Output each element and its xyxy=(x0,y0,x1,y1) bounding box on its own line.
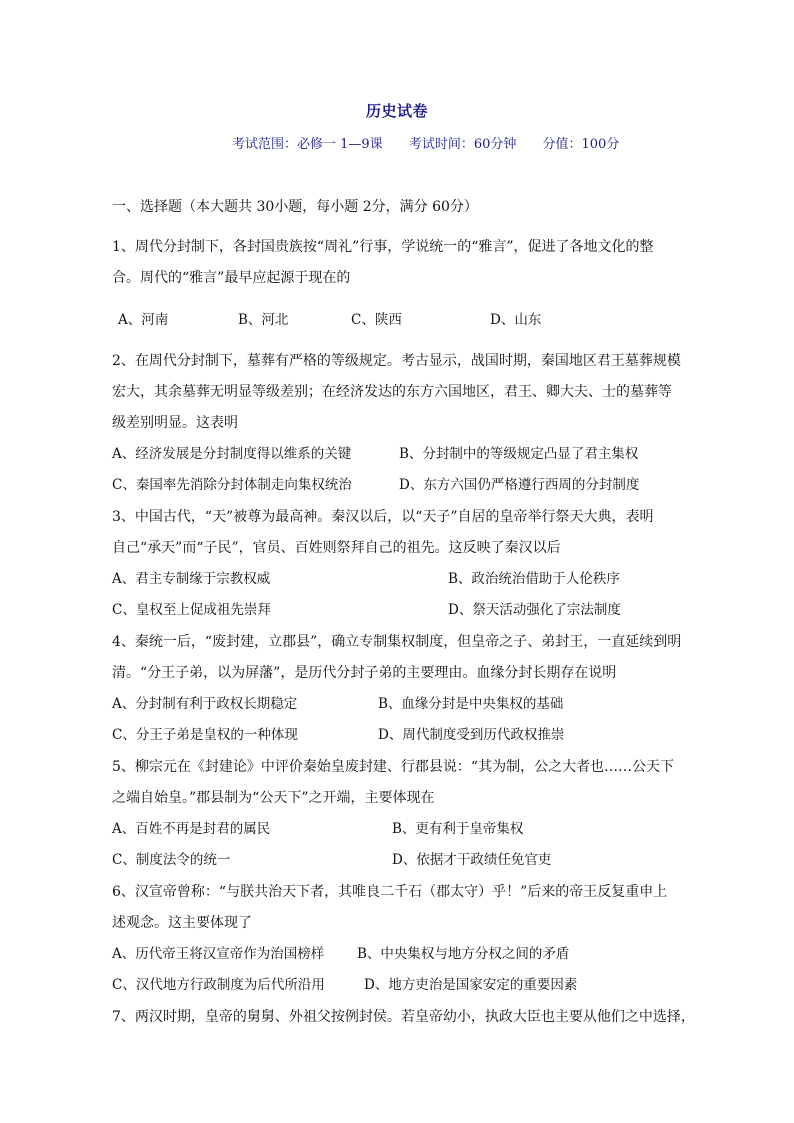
question-6-option-d: D、地方吏治是国家安定的重要因素 xyxy=(364,977,578,993)
question-6-option-a: A、历代帝王将汉宣帝作为治国榜样 xyxy=(112,946,325,962)
question-6-option-b: B、中央集权与地方分权之间的矛盾 xyxy=(357,946,570,962)
question-3-line-2: 自己“承天”而“子民”，官员、百姓则祭拜自己的祖先。这反映了秦汉以后 xyxy=(112,540,561,556)
question-2-option-a: A、经济发展是分封制度得以维系的关键 xyxy=(112,446,352,462)
question-1-option-c: C、陕西 xyxy=(351,312,402,328)
question-5-option-a: A、百姓不再是封君的属民 xyxy=(112,821,271,837)
page-title: 历史试卷 xyxy=(365,102,428,120)
question-5-line-2: 之端自始皇。”郡县制为“公天下”之开端，主要体现在 xyxy=(112,790,435,806)
question-2-line-2: 宏大，其余墓葬无明显等级差别；在经济发达的东方六国地区，君王、卿大夫、士的墓葬等 xyxy=(112,384,672,400)
question-4-line-2: 清。“分王子弟，以为屏藩”，是历代分封子弟的主要理由。血缘分封长期存在说明 xyxy=(112,665,617,681)
question-2-line-1: 2、在周代分封制下，墓葬有严格的等级规定。考古显示，战国时期，秦国地区君王墓葬规模 xyxy=(112,353,681,369)
question-4-line-1: 4、秦统一后，“废封建，立郡县”，确立专制集权制度，但皇帝之子、弟封王，一直延续到明 xyxy=(112,634,682,650)
question-3-option-a: A、君主专制缘于宗教权威 xyxy=(112,571,271,587)
question-2-option-d: D、东方六国仍严格遵行西周的分封制度 xyxy=(399,477,640,493)
question-5-option-d: D、依据才干政绩任免官吏 xyxy=(392,852,552,868)
question-5-line-1: 5、柳宗元在《封建论》中评价秦始皇废封建、行郡县说：“其为制，公之大者也……公天下 xyxy=(112,759,675,775)
question-2-option-b: B、分封制中的等级规定凸显了君主集权 xyxy=(399,446,639,462)
question-4-option-d: D、周代制度受到历代政权推崇 xyxy=(378,727,565,743)
question-1-line-1: 1、周代分封制下，各封国贵族按“周礼”行事，学说统一的“雅言”，促进了各地文化的整 xyxy=(112,239,654,255)
exam-range: 考试范围：必修一 1—9课 xyxy=(232,137,383,152)
question-4-option-a: A、分封制有利于政权长期稳定 xyxy=(112,696,298,712)
question-5-option-b: B、更有利于皇帝集权 xyxy=(392,821,524,837)
exam-score: 分值：100分 xyxy=(542,137,620,152)
question-7-line-1: 7、两汉时期，皇帝的舅舅、外祖父按例封侯。若皇帝幼小，执政大臣也主要从他们之中选择， xyxy=(112,1009,695,1025)
question-1-option-a: A、河南 xyxy=(118,312,169,328)
question-3-line-1: 3、中国古代，“天”被尊为最高神。秦汉以后，以“天子”自居的皇帝举行祭天大典，表明 xyxy=(112,509,654,525)
question-6-line-1: 6、汉宣帝曾称：“与朕共治天下者，其唯良二千石（郡太守）乎！”后来的帝王反复重申上 xyxy=(112,884,668,900)
question-3-option-c: C、皇权至上促成祖先崇拜 xyxy=(112,602,271,618)
question-1-option-d: D、山东 xyxy=(490,312,542,328)
question-1-option-b: B、河北 xyxy=(238,312,289,328)
exam-info xyxy=(232,133,619,152)
question-4-option-c: C、分王子弟是皇权的一种体现 xyxy=(112,727,298,743)
exam-time: 考试时间：60分钟 xyxy=(408,137,517,152)
question-4-option-b: B、血缘分封是中央集权的基础 xyxy=(378,696,564,712)
question-2-option-c: C、秦国率先消除分封体制走向集权统治 xyxy=(112,477,352,493)
question-5-option-c: C、制度法令的统一 xyxy=(112,852,231,868)
question-6-line-2: 述观念。这主要体现了 xyxy=(112,915,252,931)
section-heading: 一、选择题（本大题共 30小题，每小题 2分，满分 60分） xyxy=(112,199,478,215)
question-6-option-c: C、汉代地方行政制度为后代所沿用 xyxy=(112,977,325,993)
question-1-line-2: 合。周代的“雅言”最早应起源于现在的 xyxy=(112,270,351,286)
question-2-line-3: 级差别明显。这表明 xyxy=(112,415,238,431)
question-3-option-b: B、政治统治借助于人伦秩序 xyxy=(448,571,620,587)
question-3-option-d: D、祭天活动强化了宗法制度 xyxy=(448,602,621,618)
